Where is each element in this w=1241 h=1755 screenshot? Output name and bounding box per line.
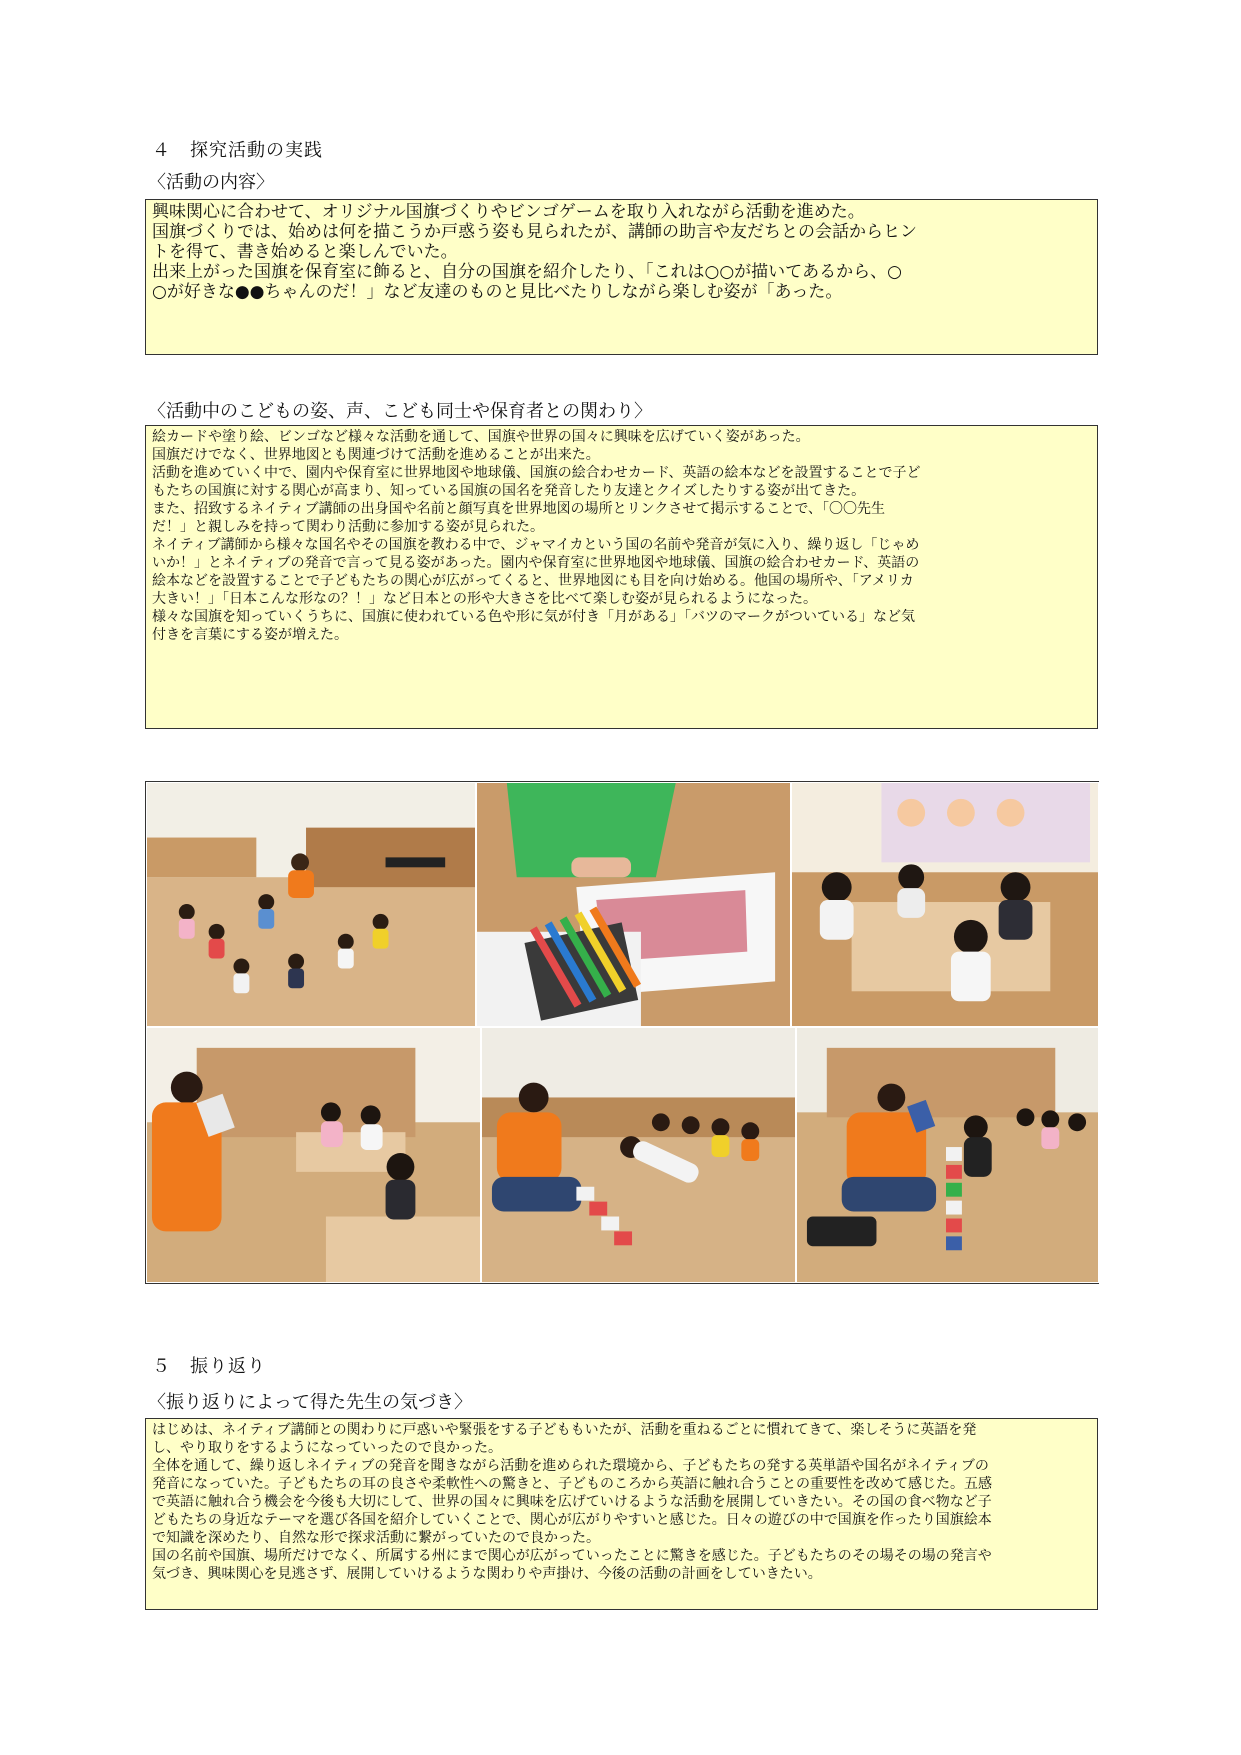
reflection-line: 国の名前や国旗、場所だけでなく、所属する州にまで関心が広がっていったことに驚きを感じた。子どもたちのその場その場の発言や	[152, 1548, 992, 1564]
reflection-line: 全体を通して、繰り返しネイティブの発音を聞きながら活動を進められた環境から、子どもたちの発する英単語や国名がネイティブの	[152, 1458, 989, 1474]
activity-line: トを得て、書き始めると楽しんでいた。	[152, 242, 458, 262]
activity-photo-collage	[145, 781, 1099, 1284]
reflection-line: 発音になっていた。子どもたちの耳の良さや柔軟性への驚きと、子どものころから英語に触れ合うことの重要性を改めて感じた。五感	[152, 1476, 992, 1492]
reflection-line: し、やり取りをするようになっていったので良かった。	[152, 1440, 502, 1456]
reflection-line: で知識を深めたり、自然な形で探求活動に繋がっていたので良かった。	[152, 1530, 600, 1546]
observation-line: 様々な国旗を知っていくうちに、国旗に使われている色や形に気が付き「月がある」「バツのマークがついている」など気	[152, 609, 915, 625]
observation-line: だ！」と親しみを持って関わり活動に参加する姿が見られた。	[152, 519, 544, 535]
reflection-label: 〈振り返りによって得た先生の気づき〉	[148, 1392, 472, 1413]
observation-line: 大きい！」「日本こんな形なの？！」など日本との形や大きさを比べて楽しむ姿が見られるようになった。	[152, 591, 817, 607]
activity-line: 出来上がった国旗を保育室に飾ると、自分の国旗を紹介したり、「これは○○が描いてあるから、○	[152, 262, 902, 282]
photo-circle-time	[146, 782, 476, 1027]
reflection-line: 気づき、興味関心を見逃さず、展開していけるような関わりや声掛け、今後の活動の計画をしていきたい。	[152, 1566, 822, 1582]
children-observation-box	[145, 425, 1098, 729]
observation-line: ネイティブ講師から様々な国名やその国旗を教わる中で、ジャマイカという国の名前や発音が気に入り、繰り返し「じゃめ	[152, 537, 920, 553]
observation-line: 付きを言葉にする姿が増えた。	[152, 627, 348, 643]
observation-line: いか！」とネイティブの発音で言って見る姿があった。園内や保育室に世界地図や地球儀、国旗の絵合わせカード、英語の	[152, 555, 920, 571]
observation-line: また、招致するネイティブ講師の出身国や名前と顔写真を世界地図の場所とリンクさせて掲示することで、「〇〇先生	[152, 501, 886, 517]
photo-table-work	[791, 782, 1099, 1027]
reflection-box	[145, 1418, 1098, 1610]
section-4-title: ４ 探究活動の実践	[152, 140, 323, 161]
photo-flag-line-activity	[796, 1027, 1099, 1283]
observation-line: 絵本などを設置することで子どもたちの関心が広がってくると、世界地図にも目を向け始める。他国の場所や、「アメリカ	[152, 573, 914, 589]
photo-picture-book	[146, 1027, 481, 1283]
reflection-line: どもたちの身近なテーマを選び各国を紹介していくことで、関心が広がりやすいと感じた。日々の遊びの中で国旗を作ったり国旗絵本	[152, 1512, 992, 1528]
observation-line: 国旗だけでなく、世界地図とも関連づけて活動を進めることが出来た。	[152, 447, 600, 463]
section-5-title: ５ 振り返り	[152, 1356, 266, 1377]
children-observation-label: 〈活動中のこどもの姿、声、こども同士や保育者との関わり〉	[148, 401, 652, 422]
activity-line: 興味関心に合わせて、オリジナル国旗づくりやビンゴゲームを取り入れながら活動を進めた。	[152, 202, 865, 222]
photo-flag-coloring	[476, 782, 791, 1027]
reflection-line: で英語に触れ合う機会を今後も大切にして、世界の国々に興味を広げていけるような活動を展開していきたい。その国の食べ物など子	[152, 1494, 992, 1510]
observation-line: もたちの国旗に対する関心が高まり、知っている国旗の国名を発音したり友達とクイズしたりする姿が出てきた。	[152, 483, 866, 499]
observation-line: 活動を進めていく中で、園内や保育室に世界地図や地球儀、国旗の絵合わせカード、英語の絵本などを設置することで子ど	[152, 465, 921, 481]
photo-flag-card-game	[481, 1027, 796, 1283]
activity-line: 国旗づくりでは、始めは何を描こうか戸惑う姿も見られたが、講師の助言や友だちとの会話からヒン	[152, 222, 917, 242]
activity-line: ○が好きな●●ちゃんのだ！」など友達のものと見比べたりしながら楽しむ姿が「あった。	[152, 282, 843, 302]
activity-content-label: 〈活動の内容〉	[148, 172, 274, 193]
observation-line: 絵カードや塗り絵、ビンゴなど様々な活動を通して、国旗や世界の国々に興味を広げていく姿があった。	[152, 429, 810, 445]
reflection-line: はじめは、ネイティブ講師との関わりに戸惑いや緊張をする子どももいたが、活動を重ねるごとに慣れてきて、楽しそうに英語を発	[152, 1422, 977, 1438]
activity-content-box	[145, 199, 1098, 355]
